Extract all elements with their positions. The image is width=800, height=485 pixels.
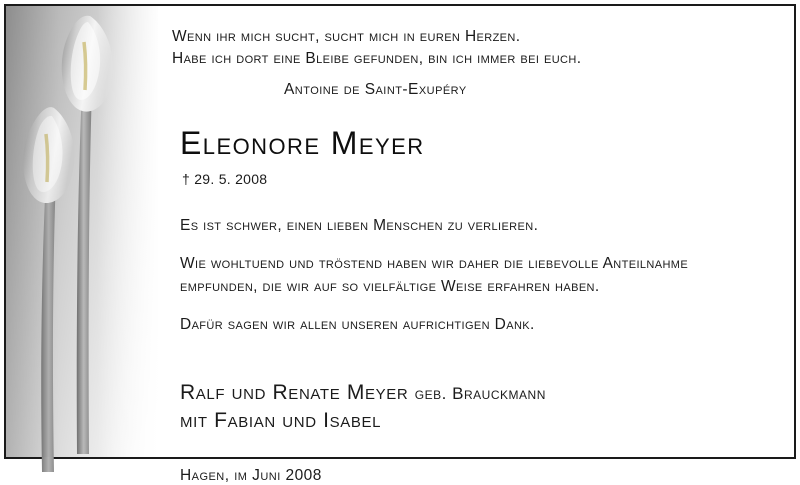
body-paragraph-2: Wie wohltuend und tröstend haben wir daher die liebevolle Anteilnahme empfunden, die wir auf so vielfältige Weise erfahren haben. — [180, 254, 689, 295]
deceased-name: Eleonore Meyer — [180, 125, 425, 161]
quote-line-1: Wenn ihr mich sucht, sucht mich in euren Herzen. — [172, 28, 521, 45]
survivors-names: Ralf und Renate Meyer — [180, 380, 409, 404]
calla-lily-photograph — [6, 6, 158, 457]
calla-lily-icon — [0, 98, 100, 478]
place-and-date: Hagen, im Juni 2008 — [180, 466, 322, 484]
survivors-maiden-name: geb. Brauckmann — [414, 383, 546, 403]
survivors-line-2: mit Fabian und Isabel — [180, 408, 382, 432]
survivors-block — [180, 379, 768, 435]
notice-text-column — [158, 6, 794, 484]
body-paragraph-1: Es ist schwer, einen lieben Menschen zu verlieren. — [180, 217, 539, 234]
survivors-line-1 — [180, 379, 768, 407]
obituary-notice — [4, 4, 796, 484]
calla-lily-icon — [32, 2, 142, 462]
body-paragraph-3: Dafür sagen wir allen unseren aufrichtigen Dank. — [180, 315, 535, 333]
thank-you-text — [180, 215, 768, 337]
quote-line-2: Habe ich dort eine Bleibe gefunden, bin ich immer bei euch. — [172, 50, 582, 67]
quote-attribution: Antoine de Saint-Exupéry — [284, 81, 467, 98]
memorial-quote — [172, 26, 768, 70]
death-date: † 29. 5. 2008 — [182, 171, 268, 187]
